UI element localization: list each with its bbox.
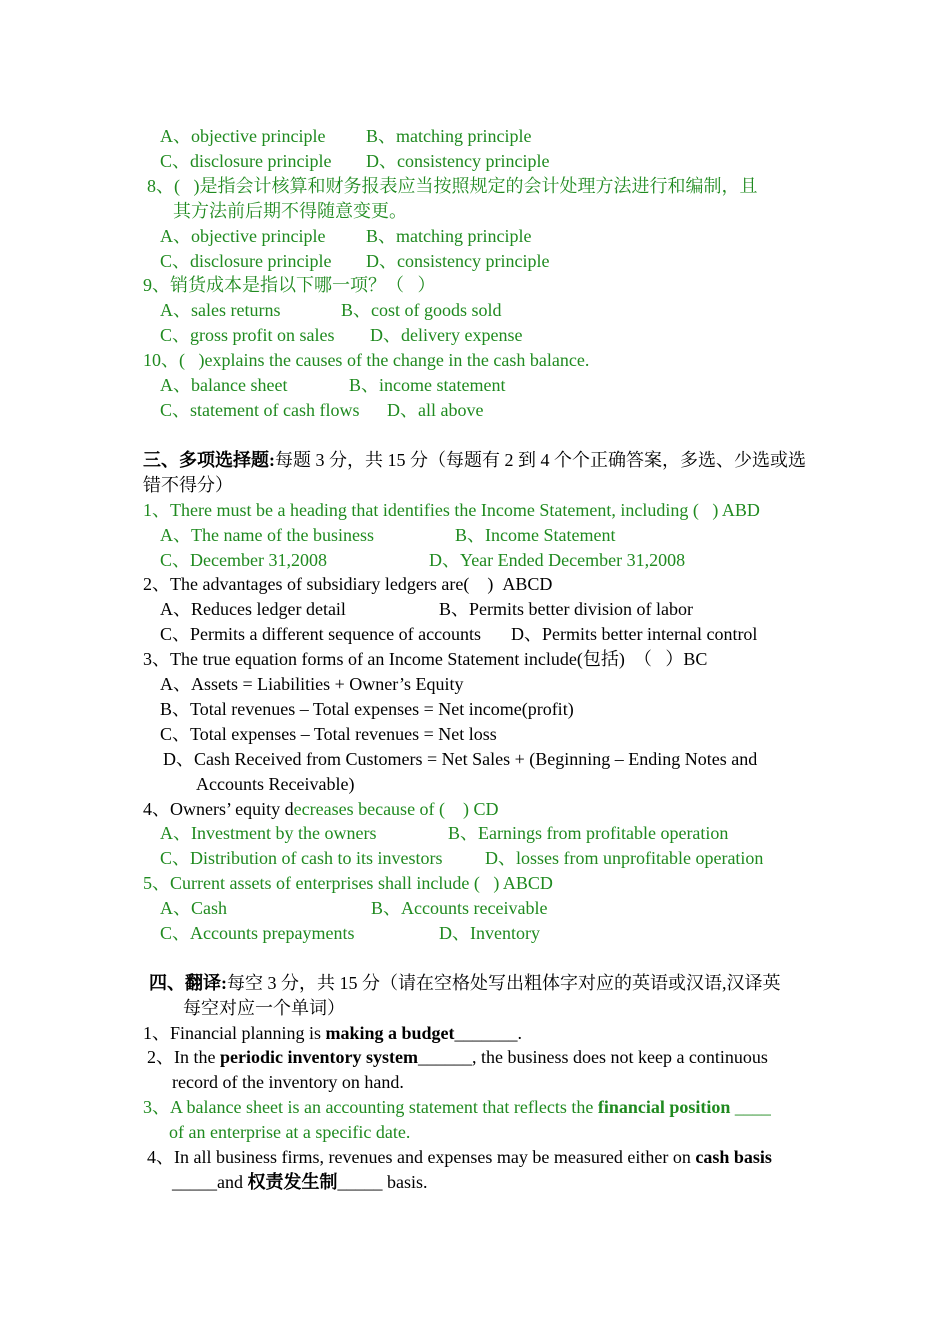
section3-heading-line2: 错不得分） (143, 475, 233, 495)
q9-option-b: B、cost of goods sold (341, 300, 502, 320)
m4-option-d: D、losses from unprofitable operation (485, 848, 764, 868)
m4-option-c: C、Distribution of cash to its investors (160, 848, 443, 868)
m2-option-b: B、Permits better division of labor (439, 599, 693, 619)
t1-bold-term: making a budget (325, 1023, 455, 1043)
q8-option-b: B、matching principle (366, 226, 532, 246)
t1-text: 1、Financial planning is (143, 1023, 326, 1043)
t2-text: 2、In the (147, 1047, 220, 1067)
section3-heading-title: 三、多项选择题: (143, 450, 275, 470)
m3-option-d-line2: Accounts Receivable) (196, 774, 355, 794)
m2-stem: 2、The advantages of subsidiary ledgers are( ) ABCD (143, 574, 553, 594)
section3-heading-rule: 每题 3 分，共 15 分（每题有 2 到 4 个个正确答案，多选、少选或选 (275, 450, 806, 470)
t3-text: 3、A balance sheet is an accounting statement that reflects the (143, 1097, 598, 1117)
m4-stem (143, 797, 499, 822)
m1-option-b: B、Income Statement (455, 525, 616, 545)
t3-line1 (143, 1095, 771, 1120)
q7-option-d: D、consistency principle (366, 151, 550, 171)
t4-line2 (172, 1170, 428, 1195)
section3-heading (143, 448, 806, 473)
q9-option-d: D、delivery expense (370, 325, 523, 345)
q7-option-b: B、matching principle (366, 126, 532, 146)
t4-line1 (147, 1145, 772, 1170)
q8-stem-line1: 8、( )是指会计核算和财务报表应当按照规定的会计处理方法进行和编制，且 (147, 176, 758, 196)
q10-option-b: B、income statement (349, 375, 506, 395)
q10-option-c: C、statement of cash flows (160, 400, 360, 420)
q10-option-a: A、balance sheet (160, 375, 288, 395)
m1-stem: 1、There must be a heading that identifies the Income Statement, including ( ) ABD (143, 500, 760, 520)
m2-option-c: C、Permits a different sequence of accounts (160, 624, 482, 644)
q10-stem: 10、( )explains the causes of the change in the cash balance. (143, 350, 590, 370)
section4-heading-title: 四、翻译: (149, 973, 227, 993)
m4-stem-part2: ecreases because of ( ) CD (293, 799, 499, 819)
t2-bold-term: periodic inventory system (219, 1047, 418, 1067)
m4-stem-part1: 4、Owners’ equity d (143, 799, 294, 819)
t2-line1 (147, 1045, 768, 1070)
section4-heading-rule: 每空 3 分，共 15 分（请在空格处写出粗体字对应的英语或汉语,汉译英 (227, 973, 781, 993)
t4-bold-term: cash basis (695, 1147, 772, 1167)
section4-heading-line2: 每空对应一个单词） (183, 998, 345, 1018)
t4-text: 4、In all business firms, revenues and expenses may be measured either on (147, 1147, 696, 1167)
m5-option-c: C、Accounts prepayments (160, 923, 355, 943)
t2-blank: ______, the business does not keep a continuous (417, 1047, 768, 1067)
q7-option-a: A、objective principle (160, 126, 326, 146)
t2-line2: record of the inventory on hand. (172, 1072, 404, 1092)
section4-heading (149, 971, 781, 996)
q9-option-a: A、sales returns (160, 300, 281, 320)
m4-option-a: A、Investment by the owners (160, 823, 377, 843)
m3-option-a: A、Assets = Liabilities + Owner’s Equity (160, 674, 464, 694)
t4-bold-term-2: 权责发生制 (247, 1172, 338, 1192)
m1-option-a: A、The name of the business (160, 525, 374, 545)
q8-option-d: D、consistency principle (366, 251, 550, 271)
t1-blank: _______. (454, 1023, 523, 1043)
q10-option-d: D、all above (387, 400, 484, 420)
t4-blank-2: _____ basis. (337, 1172, 428, 1192)
m2-option-a: A、Reduces ledger detail (160, 599, 346, 619)
t3-bold-term: financial position (597, 1097, 731, 1117)
m2-option-d: D、Permits better internal control (511, 624, 758, 644)
m1-option-d: D、Year Ended December 31,2008 (429, 550, 686, 570)
m1-option-c: C、December 31,2008 (160, 550, 327, 570)
m5-option-b: B、Accounts receivable (371, 898, 548, 918)
q9-option-c: C、gross profit on sales (160, 325, 335, 345)
m3-option-c: C、Total expenses – Total revenues = Net loss (160, 724, 497, 744)
m3-option-d-line1: D、Cash Received from Customers = Net Sales + (Beginning – Ending Notes and (163, 749, 758, 769)
m5-stem: 5、Current assets of enterprises shall include ( ) ABCD (143, 873, 553, 893)
m4-option-b: B、Earnings from profitable operation (448, 823, 729, 843)
q8-option-c: C、disclosure principle (160, 251, 332, 271)
q8-stem-line2: 其方法前后期不得随意变更。 (173, 201, 407, 221)
q7-option-c: C、disclosure principle (160, 151, 332, 171)
m3-option-b: B、Total revenues – Total expenses = Net income(profit) (160, 699, 574, 719)
t3-blank: ____ (730, 1097, 771, 1117)
m5-option-a: A、Cash (160, 898, 227, 918)
m5-option-d: D、Inventory (439, 923, 540, 943)
q9-stem: 9、销货成本是指以下哪一项？（ ） (143, 275, 436, 295)
t3-line2: of an enterprise at a specific date. (169, 1122, 411, 1142)
m3-stem: 3、The true equation forms of an Income Statement include(包括) （ ）BC (143, 649, 708, 669)
t1-line (143, 1021, 522, 1046)
q8-option-a: A、objective principle (160, 226, 326, 246)
t4-blank-1: _____and (172, 1172, 248, 1192)
